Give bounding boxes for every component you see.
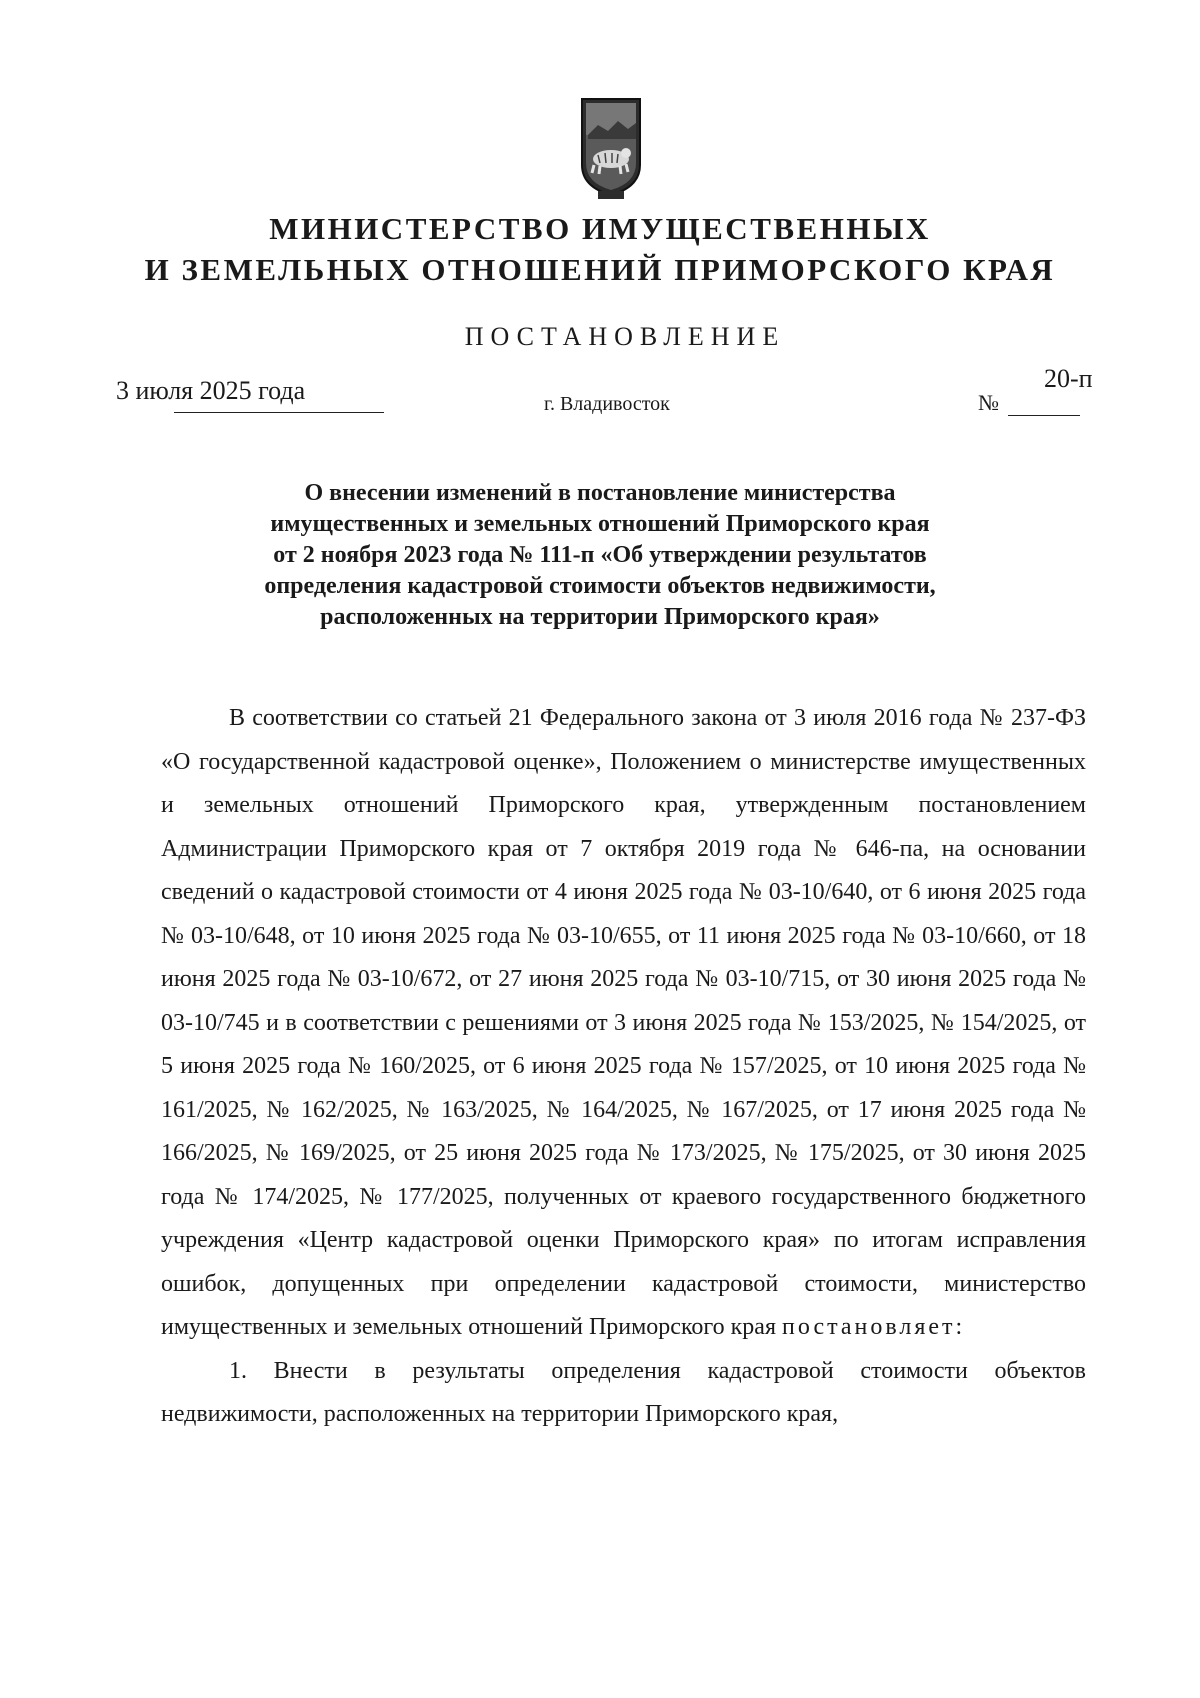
document-body — [161, 697, 1086, 1437]
date-underline — [174, 412, 384, 413]
title-line: определения кадастровой стоимости объектов недвижимости, — [264, 573, 936, 599]
number-sign: № — [978, 390, 999, 415]
document-number: 20-п — [1044, 364, 1093, 393]
document-date: 3 июля 2025 года — [116, 376, 306, 405]
ministry-name-line-2: И ЗЕМЕЛЬНЫХ ОТНОШЕНИЙ ПРИМОРСКОГО КРАЯ — [144, 252, 1056, 287]
document-title — [160, 478, 1040, 633]
body-paragraph-1 — [161, 697, 1086, 1350]
body-paragraph-2: 1. Внести в результаты определения кадастровой стоимости объектов недвижимости, расположенных на территории Приморского края, — [161, 1357, 1086, 1427]
ministry-name — [0, 208, 1200, 290]
document-city: г. Владивосток — [544, 393, 670, 415]
ministry-name-line-1: МИНИСТЕРСТВО ИМУЩЕСТВЕННЫХ — [269, 211, 931, 246]
title-line: расположенных на территории Приморского края» — [320, 604, 880, 630]
primorsky-coat-of-arms-icon — [578, 95, 644, 203]
title-line: О внесении изменений в постановление министерства — [304, 480, 896, 506]
number-underline — [1008, 415, 1080, 416]
title-line: имущественных и земельных отношений Приморского края — [270, 511, 930, 537]
paragraph-1-text: В соответствии со статьей 21 Федерального закона от 3 июля 2016 года № 237-ФЗ «О государственной кадастровой оценке», Положением о министерстве имущественных и земельных отношений Приморского края, утвержденным постановлением Администрации Приморского края от 7 октября 2019 года № 646-па, на основании сведений о кадастровой стоимости от 4 июня 2025 года № 03-10/640, от 6 июня 2025 года № 03-10/648, от 10 июня 2025 года № 03-10/655, от 11 июня 2025 года № 03-10/660, от 18 июня 2025 года № 03-10/672, от 27 июня 2025 года № 03-10/715, от 30 июня 2025 года № 03-10/745 и в соответствии с решениями от 3 июня 2025 года № 153/2025, № 154/2025, от 5 июня 2025 года № 160/2025, от 6 июня 2025 года № 157/2025, от 10 июня 2025 года № 161/2025, № 162/2025, № 163/2025, № 164/2025, № 167/2025, от 17 июня 2025 года № 166/2025, № 169/2025, от 25 июня 2025 года № 173/2025, № 175/2025, от 30 июня 2025 года № 174/2025, № 177/2025, полученных от краевого государственного бюджетного учреждения «Центр кадастровой оценки Приморского края» по итогам исправления ошибок, допущенных при определении кадастровой стоимости, министерство имущественных и земельных отношений Приморского края — [161, 705, 1086, 1340]
resolution-verb: постановляет: — [782, 1314, 966, 1340]
document-type: ПОСТАНОВЛЕНИЕ — [464, 322, 786, 351]
title-line: от 2 ноября 2023 года № 111-п «Об утверждении результатов — [273, 542, 927, 568]
